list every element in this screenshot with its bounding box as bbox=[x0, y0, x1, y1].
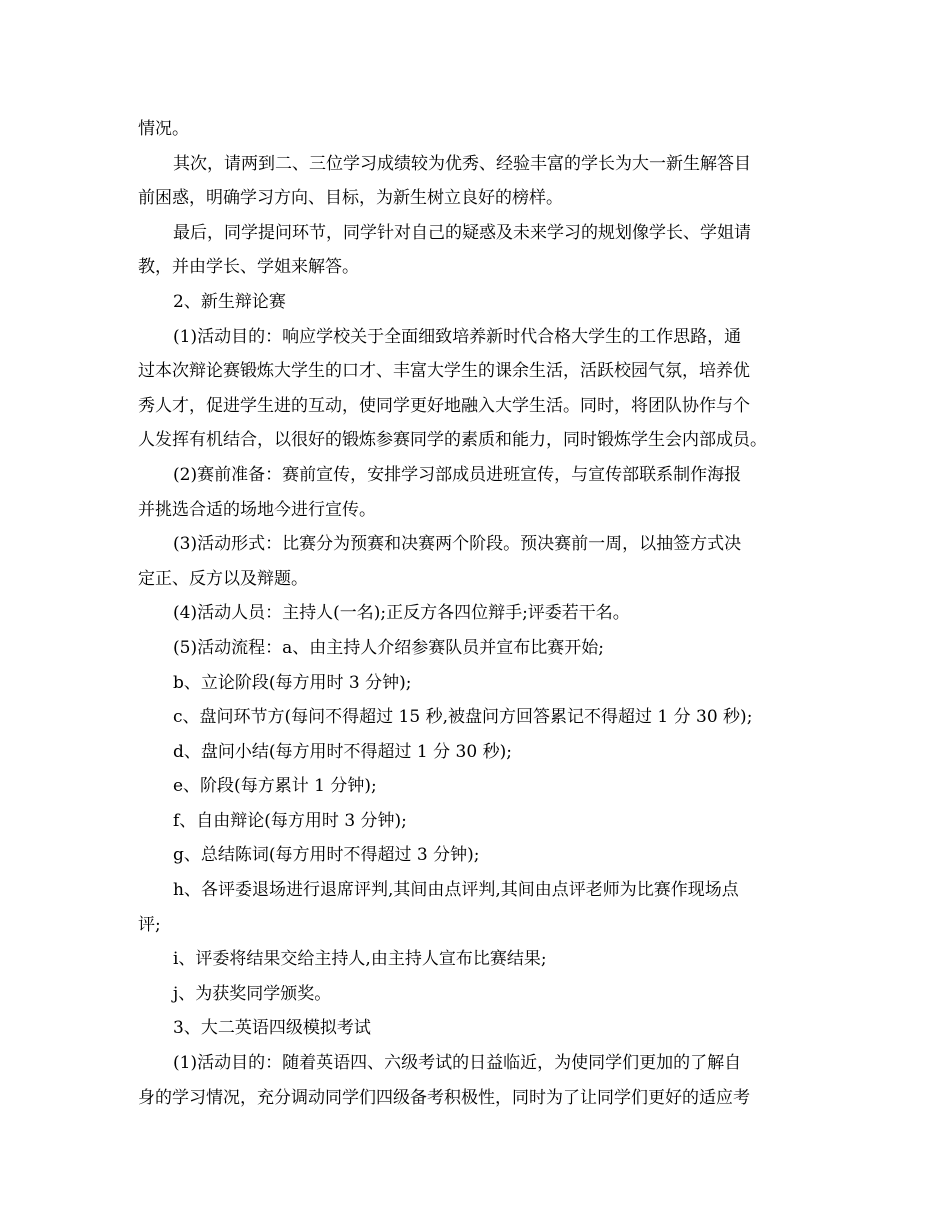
text-line: b、立论阶段(每方用时 3 分钟); bbox=[173, 672, 412, 693]
text-line: f、自由辩论(每方用时 3 分钟); bbox=[173, 810, 407, 831]
text-line: 过本次辩论赛锻炼大学生的口才、丰富大学生的课余生活，活跃校园气氛，培养优 bbox=[138, 361, 750, 382]
text-line: (3)活动形式：比赛分为预赛和决赛两个阶段。预决赛前一周，以抽签方式决 bbox=[173, 534, 742, 555]
text-line: j、为获奖同学颁奖。 bbox=[173, 983, 332, 1004]
text-line: 2、新生辩论赛 bbox=[173, 291, 286, 312]
text-line: g、总结陈词(每方用时不得超过 3 分钟); bbox=[173, 845, 480, 866]
text-line: 其次，请两到二、三位学习成绩较为优秀、经验丰富的学长为大一新生解答目 bbox=[173, 153, 751, 174]
text-line: 并挑选合适的场地今进行宣传。 bbox=[138, 499, 376, 520]
text-line: h、各评委退场进行退席评判,其间由点评判,其间由点评老师为比赛作现场点 bbox=[173, 880, 739, 901]
document-body bbox=[138, 112, 814, 1115]
text-line: (2)赛前准备：赛前宣传，安排学习部成员进班宣传，与宣传部联系制作海报 bbox=[173, 464, 742, 485]
text-line: e、阶段(每方累计 1 分钟); bbox=[173, 776, 377, 797]
text-line: (5)活动流程：a、由主持人介绍参赛队员并宣布比赛开始; bbox=[173, 637, 604, 658]
text-line: 秀人才，促进学生进的互动，使同学更好地融入大学生活。同时，将团队协作与个 bbox=[138, 395, 750, 416]
text-line: 前困惑，明确学习方向、目标，为新生树立良好的榜样。 bbox=[138, 188, 563, 209]
text-line: 教，并由学长、学姐来解答。 bbox=[138, 257, 359, 278]
text-line: i、评委将结果交给主持人,由主持人宣布比赛结果; bbox=[173, 949, 547, 970]
text-line: 评; bbox=[138, 914, 161, 935]
text-line: d、盘问小结(每方用时不得超过 1 分 30 秒); bbox=[173, 741, 512, 762]
text-line: 最后，同学提问环节，同学针对自己的疑惑及未来学习的规划像学长、学姐请 bbox=[173, 222, 751, 243]
text-line: 3、大二英语四级模拟考试 bbox=[173, 1018, 371, 1039]
text-line: (1)活动目的：响应学校关于全面细致培养新时代合格大学生的工作思路，通 bbox=[173, 326, 742, 347]
text-line: 情况。 bbox=[138, 119, 189, 139]
text-line: (4)活动人员：主持人(一名);正反方各四位辩手;评委若干名。 bbox=[173, 603, 630, 624]
text-line: 定正、反方以及辩题。 bbox=[138, 568, 308, 589]
text-line: c、盘问环节方(每问不得超过 15 秒,被盘问方回答累记不得超过 1 分 30 秒); bbox=[173, 707, 753, 728]
text-line: 人发挥有机结合，以很好的锻炼参赛同学的素质和能力，同时锻炼学生会内部成员。 bbox=[138, 430, 767, 451]
text-line: 身的学习情况，充分调动同学们四级备考积极性，同时为了让同学们更好的适应考 bbox=[138, 1087, 750, 1108]
text-line: (1)活动目的：随着英语四、六级考试的日益临近，为使同学们更加的了解自 bbox=[173, 1053, 742, 1074]
